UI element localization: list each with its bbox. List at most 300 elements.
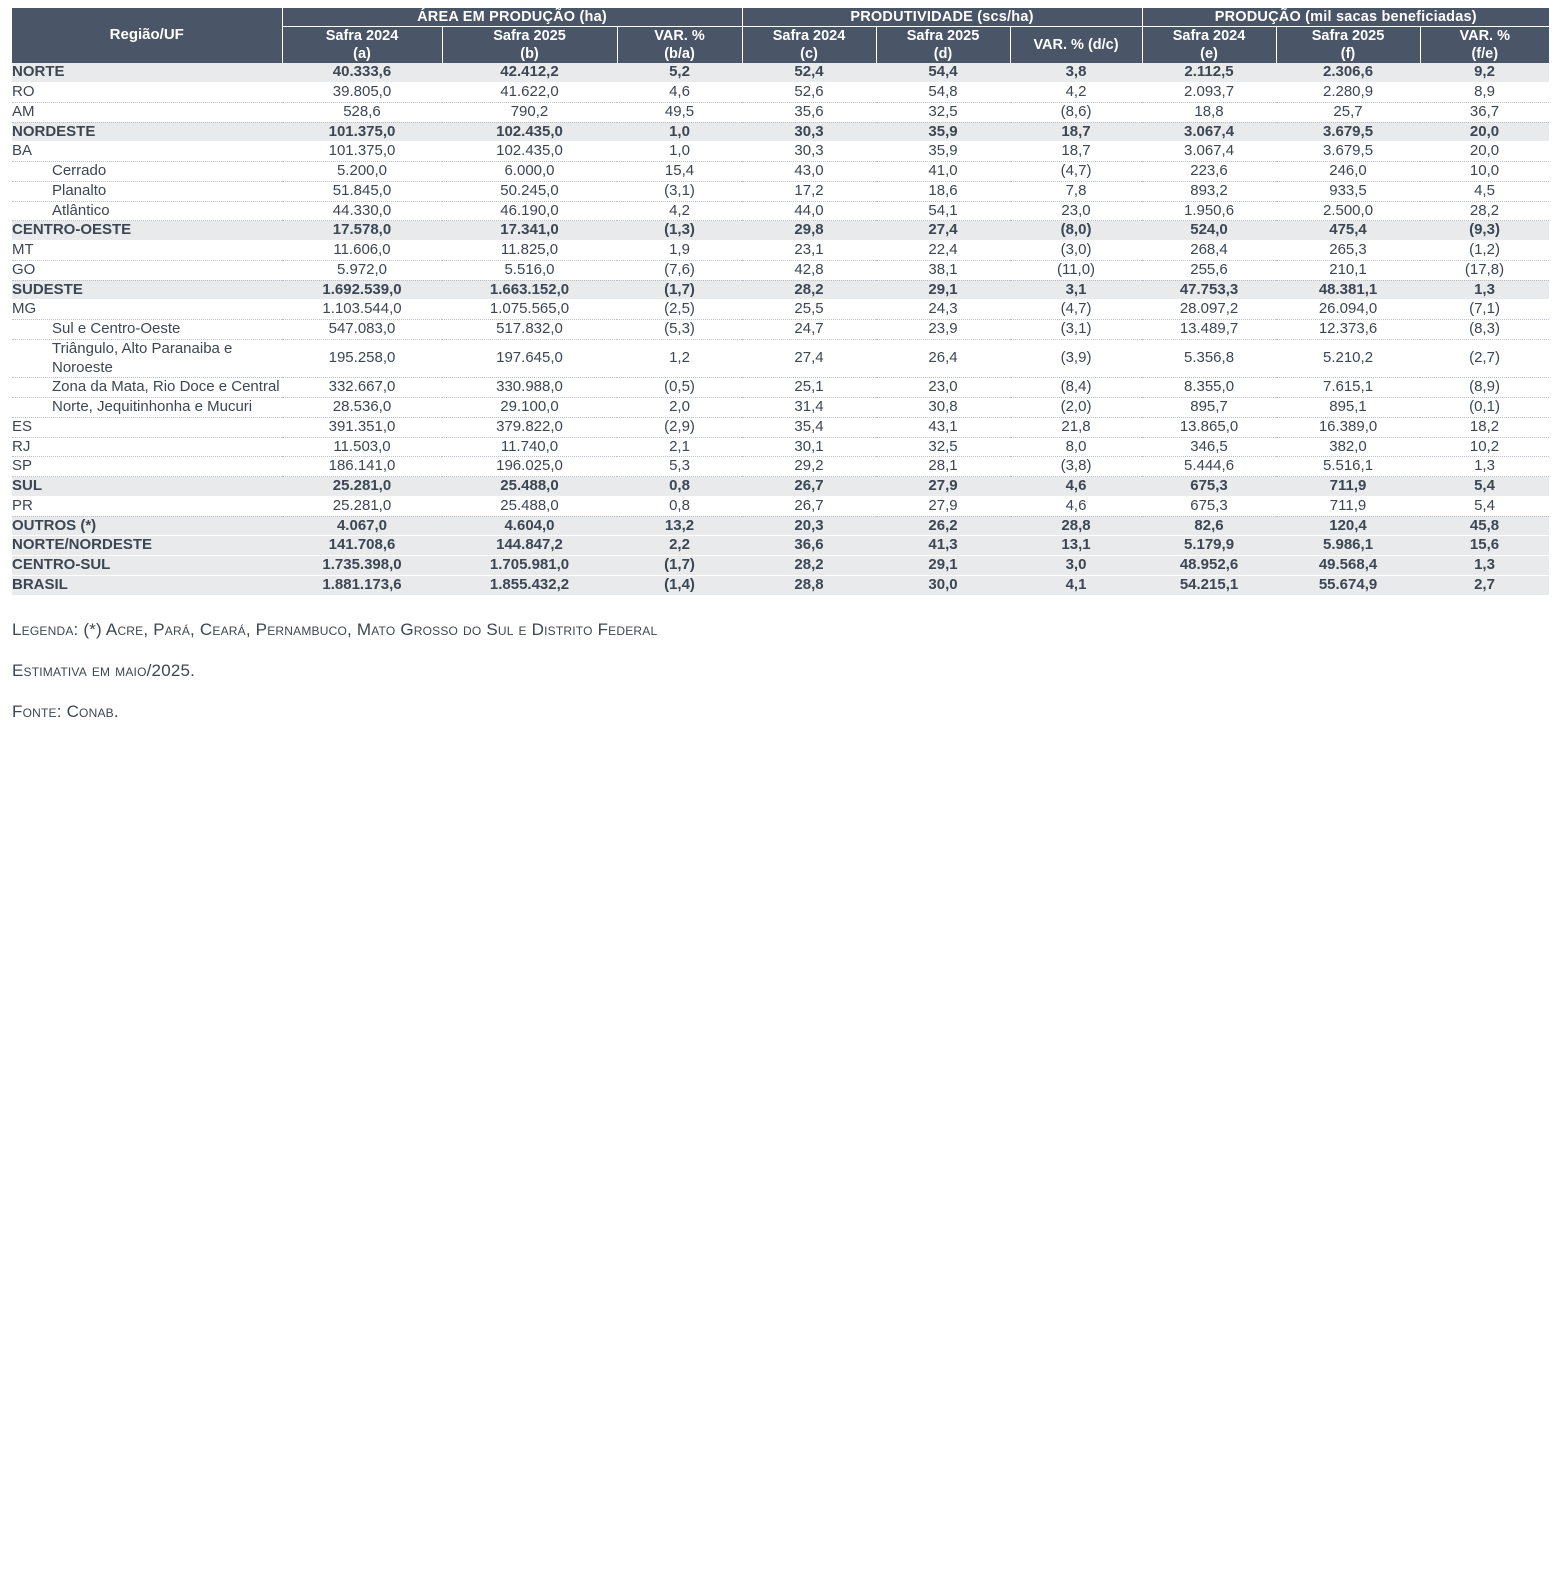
subheader-line2: (b) [520, 46, 539, 63]
cell-value: 4,5 [1420, 181, 1549, 201]
cell-value: 186.141,0 [282, 457, 442, 477]
cell-value: 26.094,0 [1276, 300, 1420, 320]
cell-value: 1.103.544,0 [282, 300, 442, 320]
subheader-producao-safra-2025 [1276, 27, 1420, 64]
cell-value: 18,2 [1420, 417, 1549, 437]
cell-value: 44,0 [742, 201, 876, 221]
cell-value: (0,1) [1420, 398, 1549, 418]
table-row [12, 378, 1549, 398]
production-table [12, 8, 1549, 595]
cell-value: 28,2 [742, 556, 876, 576]
subheader-line2: (f/e) [1471, 46, 1499, 63]
table-row [12, 241, 1549, 261]
cell-value: 1,3 [1420, 280, 1549, 300]
subheader-line1: VAR. % [1459, 28, 1511, 45]
cell-value: 28,1 [876, 457, 1010, 477]
cell-value: 25,7 [1276, 102, 1420, 122]
cell-value: 933,5 [1276, 181, 1420, 201]
cell-value: 43,0 [742, 162, 876, 182]
cell-value: 23,9 [876, 320, 1010, 340]
cell-value: 11.740,0 [442, 437, 617, 457]
cell-value: 2.280,9 [1276, 83, 1420, 103]
cell-value: 46.190,0 [442, 201, 617, 221]
row-label: NORTE [12, 63, 282, 82]
cell-value: 18,7 [1010, 142, 1142, 162]
cell-value: (5,3) [617, 320, 742, 340]
cell-value: (2,5) [617, 300, 742, 320]
cell-value: 8,0 [1010, 437, 1142, 457]
row-label: SUL [12, 477, 282, 497]
footnotes [12, 597, 1549, 734]
cell-value: 31,4 [742, 398, 876, 418]
cell-value: 47.753,3 [1142, 280, 1276, 300]
cell-value: 5.516,1 [1276, 457, 1420, 477]
cell-value: 32,5 [876, 102, 1010, 122]
cell-value: 42,8 [742, 260, 876, 280]
cell-value: 517.832,0 [442, 320, 617, 340]
cell-value: 28,2 [1420, 201, 1549, 221]
cell-value: 195.258,0 [282, 339, 442, 378]
cell-value: 346,5 [1142, 437, 1276, 457]
cell-value: 790,2 [442, 102, 617, 122]
cell-value: 18,6 [876, 181, 1010, 201]
cell-value: 12.373,6 [1276, 320, 1420, 340]
subheader-line2: (c) [800, 46, 818, 63]
cell-value: 38,1 [876, 260, 1010, 280]
cell-value: (11,0) [1010, 260, 1142, 280]
subheader-line2: (b/a) [664, 46, 695, 63]
cell-value: 3,8 [1010, 63, 1142, 82]
cell-value: 265,3 [1276, 241, 1420, 261]
cell-value: 2.500,0 [1276, 201, 1420, 221]
subheader-line2: (a) [353, 46, 371, 63]
cell-value: (1,7) [617, 280, 742, 300]
cell-value: 17.578,0 [282, 221, 442, 241]
cell-value: 42.412,2 [442, 63, 617, 82]
row-label: ES [12, 417, 282, 437]
row-label: BA [12, 142, 282, 162]
cell-value: 5.986,1 [1276, 536, 1420, 556]
cell-value: (9,3) [1420, 221, 1549, 241]
table-row [12, 496, 1549, 516]
cell-value: 3.067,4 [1142, 122, 1276, 142]
cell-value: 27,9 [876, 496, 1010, 516]
cell-value: 524,0 [1142, 221, 1276, 241]
cell-value: 20,0 [1420, 142, 1549, 162]
cell-value: 102.435,0 [442, 142, 617, 162]
cell-value: (0,5) [617, 378, 742, 398]
cell-value: (1,4) [617, 575, 742, 594]
row-label: SUDESTE [12, 280, 282, 300]
cell-value: 332.667,0 [282, 378, 442, 398]
cell-value: 2,0 [617, 398, 742, 418]
cell-value: 8.355,0 [1142, 378, 1276, 398]
table-row [12, 63, 1549, 82]
table-row [12, 417, 1549, 437]
cell-value: 26,4 [876, 339, 1010, 378]
cell-value: 3.067,4 [1142, 142, 1276, 162]
cell-value: 13.865,0 [1142, 417, 1276, 437]
subheader-line1: Safra 2024 [772, 28, 846, 45]
cell-value: 2.306,6 [1276, 63, 1420, 82]
cell-value: 330.988,0 [442, 378, 617, 398]
cell-value: 23,1 [742, 241, 876, 261]
cell-value: 475,4 [1276, 221, 1420, 241]
cell-value: 26,2 [876, 516, 1010, 536]
footnote-fonte: Fonte: Conab. [12, 701, 119, 721]
cell-value: 1,9 [617, 241, 742, 261]
cell-value: 41,0 [876, 162, 1010, 182]
cell-value: 29,1 [876, 556, 1010, 576]
subheader-line1: Safra 2025 [493, 28, 566, 45]
cell-value: 21,8 [1010, 417, 1142, 437]
cell-value: 32,5 [876, 437, 1010, 457]
table-header [12, 8, 1549, 63]
cell-value: 3.679,5 [1276, 142, 1420, 162]
cell-value: 268,4 [1142, 241, 1276, 261]
cell-value: 36,6 [742, 536, 876, 556]
row-label: CENTRO-OESTE [12, 221, 282, 241]
cell-value: (1,2) [1420, 241, 1549, 261]
cell-value: 2.093,7 [1142, 83, 1276, 103]
cell-value: 895,7 [1142, 398, 1276, 418]
table-row [12, 556, 1549, 576]
cell-value: 49,5 [617, 102, 742, 122]
cell-value: 30,0 [876, 575, 1010, 594]
row-label: PR [12, 496, 282, 516]
cell-value: 5,4 [1420, 496, 1549, 516]
cell-value: 24,7 [742, 320, 876, 340]
cell-value: 17,2 [742, 181, 876, 201]
cell-value: 1,3 [1420, 457, 1549, 477]
cell-value: 1.855.432,2 [442, 575, 617, 594]
cell-value: 2,1 [617, 437, 742, 457]
cell-value: 48.381,1 [1276, 280, 1420, 300]
group-header-producao: PRODUÇÃO (mil sacas beneficiadas) [1142, 8, 1549, 27]
cell-value: (8,0) [1010, 221, 1142, 241]
cell-value: 1.075.565,0 [442, 300, 617, 320]
row-label: NORTE/NORDESTE [12, 536, 282, 556]
cell-value: 28,8 [1010, 516, 1142, 536]
footnote-legenda: Legenda: (*) Acre, Pará, Ceará, Pernambuco, Mato Grosso do Sul e Distrito Federal [12, 619, 658, 639]
cell-value: 5,2 [617, 63, 742, 82]
table-row [12, 142, 1549, 162]
table-row [12, 162, 1549, 182]
cell-value: 391.351,0 [282, 417, 442, 437]
cell-value: 5.444,6 [1142, 457, 1276, 477]
cell-value: (3,9) [1010, 339, 1142, 378]
cell-value: 16.389,0 [1276, 417, 1420, 437]
cell-value: 11.825,0 [442, 241, 617, 261]
subheader-area-safra-2025 [442, 27, 617, 64]
cell-value: (3,1) [617, 181, 742, 201]
cell-value: 379.822,0 [442, 417, 617, 437]
subheader-area-var [617, 27, 742, 64]
cell-value: 101.375,0 [282, 142, 442, 162]
cell-value: 5.200,0 [282, 162, 442, 182]
cell-value: 13,2 [617, 516, 742, 536]
cell-value: 4,6 [617, 83, 742, 103]
subheader-prod-safra-2024 [742, 27, 876, 64]
cell-value: 13,1 [1010, 536, 1142, 556]
table-row [12, 339, 1549, 378]
cell-value: 5.972,0 [282, 260, 442, 280]
cell-value: 35,4 [742, 417, 876, 437]
cell-value: 13.489,7 [1142, 320, 1276, 340]
cell-value: (8,3) [1420, 320, 1549, 340]
cell-value: 1.705.981,0 [442, 556, 617, 576]
cell-value: 7.615,1 [1276, 378, 1420, 398]
cell-value: 25.281,0 [282, 496, 442, 516]
cell-value: 18,8 [1142, 102, 1276, 122]
column-header-regiao-uf: Região/UF [12, 8, 282, 63]
cell-value: 255,6 [1142, 260, 1276, 280]
cell-value: 1,0 [617, 142, 742, 162]
cell-value: 5.179,9 [1142, 536, 1276, 556]
cell-value: 1.735.398,0 [282, 556, 442, 576]
cell-value: 23,0 [876, 378, 1010, 398]
subheader-line1: VAR. % [654, 28, 705, 45]
row-label: GO [12, 260, 282, 280]
row-label: MT [12, 241, 282, 261]
cell-value: 10,2 [1420, 437, 1549, 457]
cell-value: 29,2 [742, 457, 876, 477]
cell-value: 4,6 [1010, 477, 1142, 497]
group-header-produtividade: PRODUTIVIDADE (scs/ha) [742, 8, 1142, 27]
cell-value: 102.435,0 [442, 122, 617, 142]
cell-value: 0,8 [617, 477, 742, 497]
table-row [12, 221, 1549, 241]
row-label: Triângulo, Alto Paranaiba e Noroeste [12, 339, 282, 378]
cell-value: 29,1 [876, 280, 1010, 300]
subheader-line2: (d) [933, 46, 953, 63]
cell-value: 3,1 [1010, 280, 1142, 300]
cell-value: 27,4 [742, 339, 876, 378]
cell-value: 1.692.539,0 [282, 280, 442, 300]
cell-value: 3,0 [1010, 556, 1142, 576]
cell-value: 30,3 [742, 142, 876, 162]
table-row [12, 575, 1549, 594]
table-row [12, 437, 1549, 457]
cell-value: 25,1 [742, 378, 876, 398]
cell-value: 50.245,0 [442, 181, 617, 201]
cell-value: 5.356,8 [1142, 339, 1276, 378]
cell-value: 28,8 [742, 575, 876, 594]
cell-value: 82,6 [1142, 516, 1276, 536]
subheader-line1: VAR. % (d/c) [1033, 37, 1119, 54]
cell-value: 49.568,4 [1276, 556, 1420, 576]
cell-value: 675,3 [1142, 477, 1276, 497]
cell-value: 48.952,6 [1142, 556, 1276, 576]
row-label: NORDESTE [12, 122, 282, 142]
subheader-line2: (e) [1200, 46, 1218, 63]
table-row [12, 260, 1549, 280]
cell-value: 25,5 [742, 300, 876, 320]
cell-value: 2,7 [1420, 575, 1549, 594]
cell-value: 25.488,0 [442, 496, 617, 516]
cell-value: 26,7 [742, 496, 876, 516]
cell-value: 893,2 [1142, 181, 1276, 201]
subheader-prod-var [1010, 27, 1142, 64]
cell-value: 20,0 [1420, 122, 1549, 142]
cell-value: (3,0) [1010, 241, 1142, 261]
cell-value: 711,9 [1276, 496, 1420, 516]
cell-value: 30,1 [742, 437, 876, 457]
cell-value: (1,3) [617, 221, 742, 241]
table-row [12, 122, 1549, 142]
cell-value: 54,1 [876, 201, 1010, 221]
table-row [12, 280, 1549, 300]
subheader-line1: Safra 2024 [325, 28, 399, 45]
cell-value: (4,7) [1010, 162, 1142, 182]
cell-value: 711,9 [1276, 477, 1420, 497]
cell-value: 20,3 [742, 516, 876, 536]
cell-value: 197.645,0 [442, 339, 617, 378]
cell-value: 1,3 [1420, 556, 1549, 576]
subheader-line1: Safra 2025 [906, 28, 980, 45]
cell-value: 29,8 [742, 221, 876, 241]
cell-value: 28.536,0 [282, 398, 442, 418]
subheader-line1: Safra 2025 [1311, 28, 1385, 45]
cell-value: 3.679,5 [1276, 122, 1420, 142]
subheader-producao-safra-2024 [1142, 27, 1276, 64]
cell-value: 28.097,2 [1142, 300, 1276, 320]
cell-value: 27,9 [876, 477, 1010, 497]
cell-value: 6.000,0 [442, 162, 617, 182]
cell-value: 547.083,0 [282, 320, 442, 340]
cell-value: 54,8 [876, 83, 1010, 103]
cell-value: 55.674,9 [1276, 575, 1420, 594]
cell-value: 1.950,6 [1142, 201, 1276, 221]
cell-value: 210,1 [1276, 260, 1420, 280]
footnote-estimativa: Estimativa em maio/2025. [12, 660, 196, 680]
subheader-line2: (f) [1340, 46, 1356, 63]
cell-value: 8,9 [1420, 83, 1549, 103]
cell-value: (3,8) [1010, 457, 1142, 477]
subheader-line1: Safra 2024 [1172, 28, 1246, 45]
cell-value: 44.330,0 [282, 201, 442, 221]
cell-value: 11.606,0 [282, 241, 442, 261]
row-label: SP [12, 457, 282, 477]
cell-value: 120,4 [1276, 516, 1420, 536]
cell-value: 35,9 [876, 142, 1010, 162]
row-label: MG [12, 300, 282, 320]
row-label: Planalto [12, 181, 282, 201]
subheader-prod-safra-2025 [876, 27, 1010, 64]
row-label: Sul e Centro-Oeste [12, 320, 282, 340]
cell-value: (2,0) [1010, 398, 1142, 418]
cell-value: 101.375,0 [282, 122, 442, 142]
cell-value: 52,4 [742, 63, 876, 82]
cell-value: (8,6) [1010, 102, 1142, 122]
cell-value: (2,7) [1420, 339, 1549, 378]
cell-value: 10,0 [1420, 162, 1549, 182]
cell-value: (4,7) [1010, 300, 1142, 320]
cell-value: 4,2 [1010, 83, 1142, 103]
cell-value: 25.281,0 [282, 477, 442, 497]
cell-value: 28,2 [742, 280, 876, 300]
cell-value: 5,3 [617, 457, 742, 477]
cell-value: 29.100,0 [442, 398, 617, 418]
cell-value: (1,7) [617, 556, 742, 576]
cell-value: 54.215,1 [1142, 575, 1276, 594]
cell-value: 41,3 [876, 536, 1010, 556]
subheader-area-safra-2024 [282, 27, 442, 64]
cell-value: 0,8 [617, 496, 742, 516]
cell-value: 23,0 [1010, 201, 1142, 221]
cell-value: 4,1 [1010, 575, 1142, 594]
cell-value: 54,4 [876, 63, 1010, 82]
cell-value: (8,9) [1420, 378, 1549, 398]
row-label: Zona da Mata, Rio Doce e Central [12, 378, 282, 398]
table-row [12, 201, 1549, 221]
table-row [12, 300, 1549, 320]
cell-value: 528,6 [282, 102, 442, 122]
group-header-area: ÁREA EM PRODUÇÃO (ha) [282, 8, 742, 27]
cell-value: 675,3 [1142, 496, 1276, 516]
cell-value: 196.025,0 [442, 457, 617, 477]
cell-value: 2.112,5 [1142, 63, 1276, 82]
cell-value: 246,0 [1276, 162, 1420, 182]
cell-value: 45,8 [1420, 516, 1549, 536]
cell-value: 40.333,6 [282, 63, 442, 82]
cell-value: 27,4 [876, 221, 1010, 241]
cell-value: 30,3 [742, 122, 876, 142]
row-label: Norte, Jequitinhonha e Mucuri [12, 398, 282, 418]
cell-value: 15,4 [617, 162, 742, 182]
table-container [0, 8, 1561, 597]
cell-value: (7,1) [1420, 300, 1549, 320]
table-row [12, 320, 1549, 340]
cell-value: 26,7 [742, 477, 876, 497]
cell-value: 5,4 [1420, 477, 1549, 497]
row-label: Cerrado [12, 162, 282, 182]
cell-value: (8,4) [1010, 378, 1142, 398]
coffee-production-table-page [0, 8, 1561, 734]
row-label: Atlântico [12, 201, 282, 221]
table-row [12, 477, 1549, 497]
table-row [12, 536, 1549, 556]
cell-value: 9,2 [1420, 63, 1549, 82]
cell-value: 5.516,0 [442, 260, 617, 280]
cell-value: 895,1 [1276, 398, 1420, 418]
cell-value: 141.708,6 [282, 536, 442, 556]
cell-value: 35,6 [742, 102, 876, 122]
cell-value: 4,2 [617, 201, 742, 221]
cell-value: 4.067,0 [282, 516, 442, 536]
row-label: BRASIL [12, 575, 282, 594]
cell-value: 41.622,0 [442, 83, 617, 103]
cell-value: 22,4 [876, 241, 1010, 261]
table-row [12, 516, 1549, 536]
cell-value: 1.663.152,0 [442, 280, 617, 300]
cell-value: 2,2 [617, 536, 742, 556]
row-label: RJ [12, 437, 282, 457]
cell-value: 25.488,0 [442, 477, 617, 497]
row-label: CENTRO-SUL [12, 556, 282, 576]
row-label: OUTROS (*) [12, 516, 282, 536]
cell-value: 39.805,0 [282, 83, 442, 103]
cell-value: 11.503,0 [282, 437, 442, 457]
cell-value: 4.604,0 [442, 516, 617, 536]
cell-value: 52,6 [742, 83, 876, 103]
cell-value: 17.341,0 [442, 221, 617, 241]
table-row [12, 457, 1549, 477]
row-label: AM [12, 102, 282, 122]
cell-value: 43,1 [876, 417, 1010, 437]
subheader-producao-var [1420, 27, 1549, 64]
cell-value: 35,9 [876, 122, 1010, 142]
